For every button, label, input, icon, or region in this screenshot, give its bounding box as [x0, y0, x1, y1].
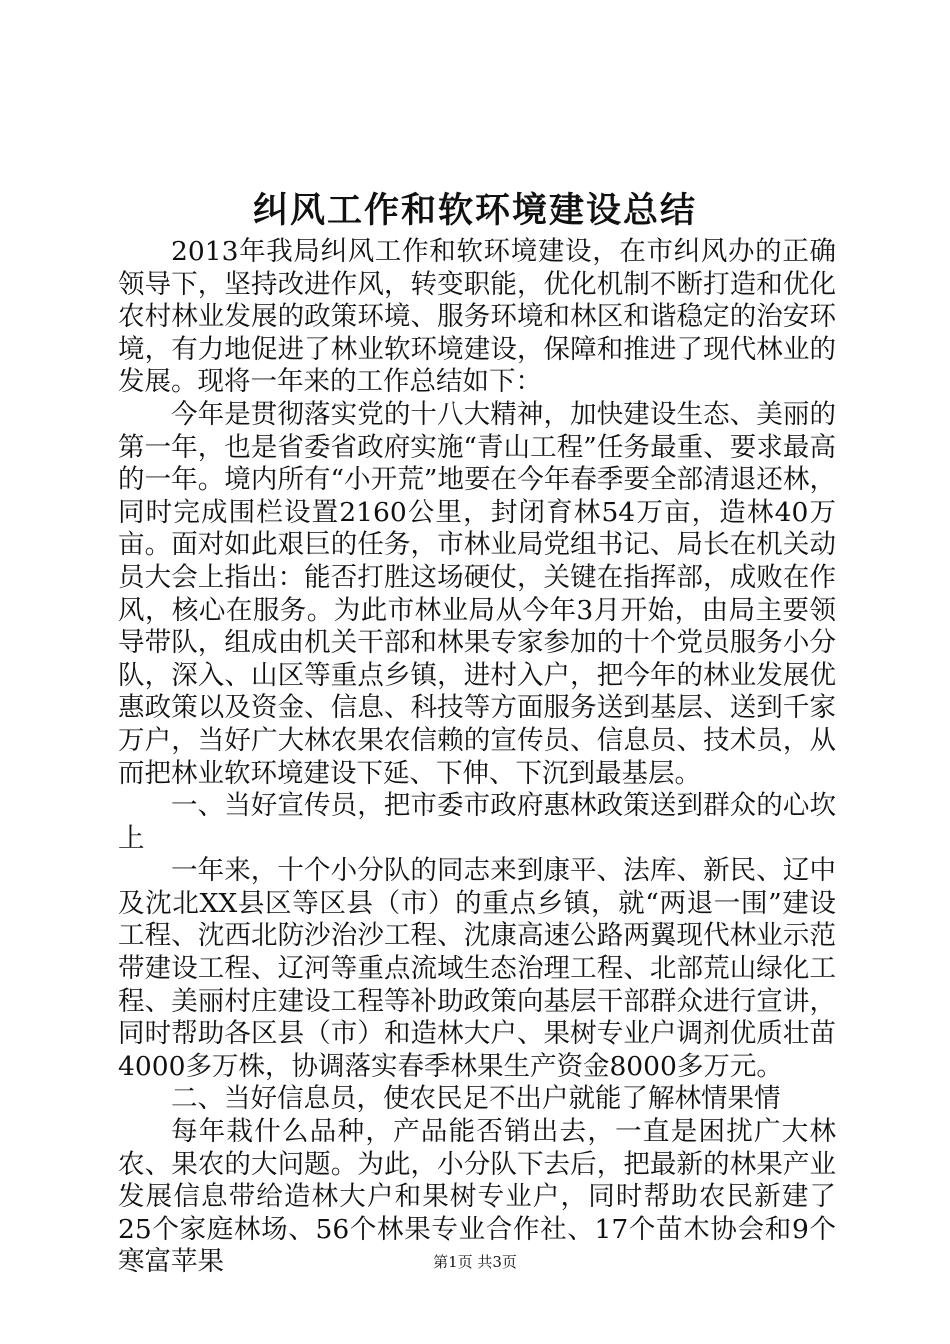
paragraph-intro: 2013年我局纠风工作和软环境建设，在市纠风办的正确领导下，坚持改进作风，转变职能，优化机制不断打造和优化农村林业发展的政策环境、服务环境和林区和谐稳定的治安环境，有力地促进了林业软环境建设，保障和推进了现代林业的发展。现将一年来的工作总结如下： — [118, 236, 836, 398]
document-body — [118, 236, 836, 1279]
paragraph-section-2: 每年栽什么品种，产品能否销出去，一直是困扰广大林农、果农的大问题。为此，小分队下去后，把最新的林果产业发展信息带给造林大户和果树专业户，同时帮助农民新建了25个家庭林场、56个林果专业合作社、17个苗木协会和9个寒富苹果 — [118, 1116, 836, 1278]
paragraph-background: 今年是贯彻落实党的十八大精神，加快建设生态、美丽的第一年，也是省委省政府实施“青山工程”任务最重、要求最高的一年。境内所有“小开荒”地要在今年春季要全部清退还林，同时完成围栏设置2160公里，封闭育林54万亩，造林40万亩。面对如此艰巨的任务，市林业局党组书记、局长在机关动员大会上指出：能否打胜这场硬仗，关键在指挥部，成败在作风，核心在服务。为此市林业局从今年3月开始，由局主要领导带队，组成由机关干部和林果专家参加的十个党员服务小分队，深入、山区等重点乡镇，进村入户，把今年的林业发展优惠政策以及资金、信息、科技等方面服务送到基层、送到千家万户，当好广大林农果农信赖的宣传员、信息员、技术员，从而把林业软环境建设下延、下伸、下沉到最基层。 — [118, 398, 836, 789]
document-title: 纠风工作和软环境建设总结 — [252, 190, 697, 231]
section-heading-2: 二、当好信息员，使农民足不出户就能了解林情果情 — [171, 1083, 781, 1115]
paragraph-section-1: 一年来，十个小分队的同志来到康平、法库、新民、辽中及沈北XX县区等区县（市）的重点乡镇，就“两退一围”建设工程、沈西北防沙治沙工程、沈康高速公路两翼现代林业示范带建设工程、辽河等重点流域生态治理工程、北部荒山绿化工程、美丽村庄建设工程等补助政策向基层干部群众进行宣讲，同时帮助各区县（市）和造林大户、果树专业户调剂优质壮苗4000多万株，协调落实春季林果生产资金8000多万元。 — [118, 855, 836, 1082]
page-number-footer: 第1页 共3页 — [433, 1253, 517, 1271]
section-heading-1: 一、当好宣传员，把市委市政府惠林政策送到群众的心坎上 — [118, 790, 836, 854]
